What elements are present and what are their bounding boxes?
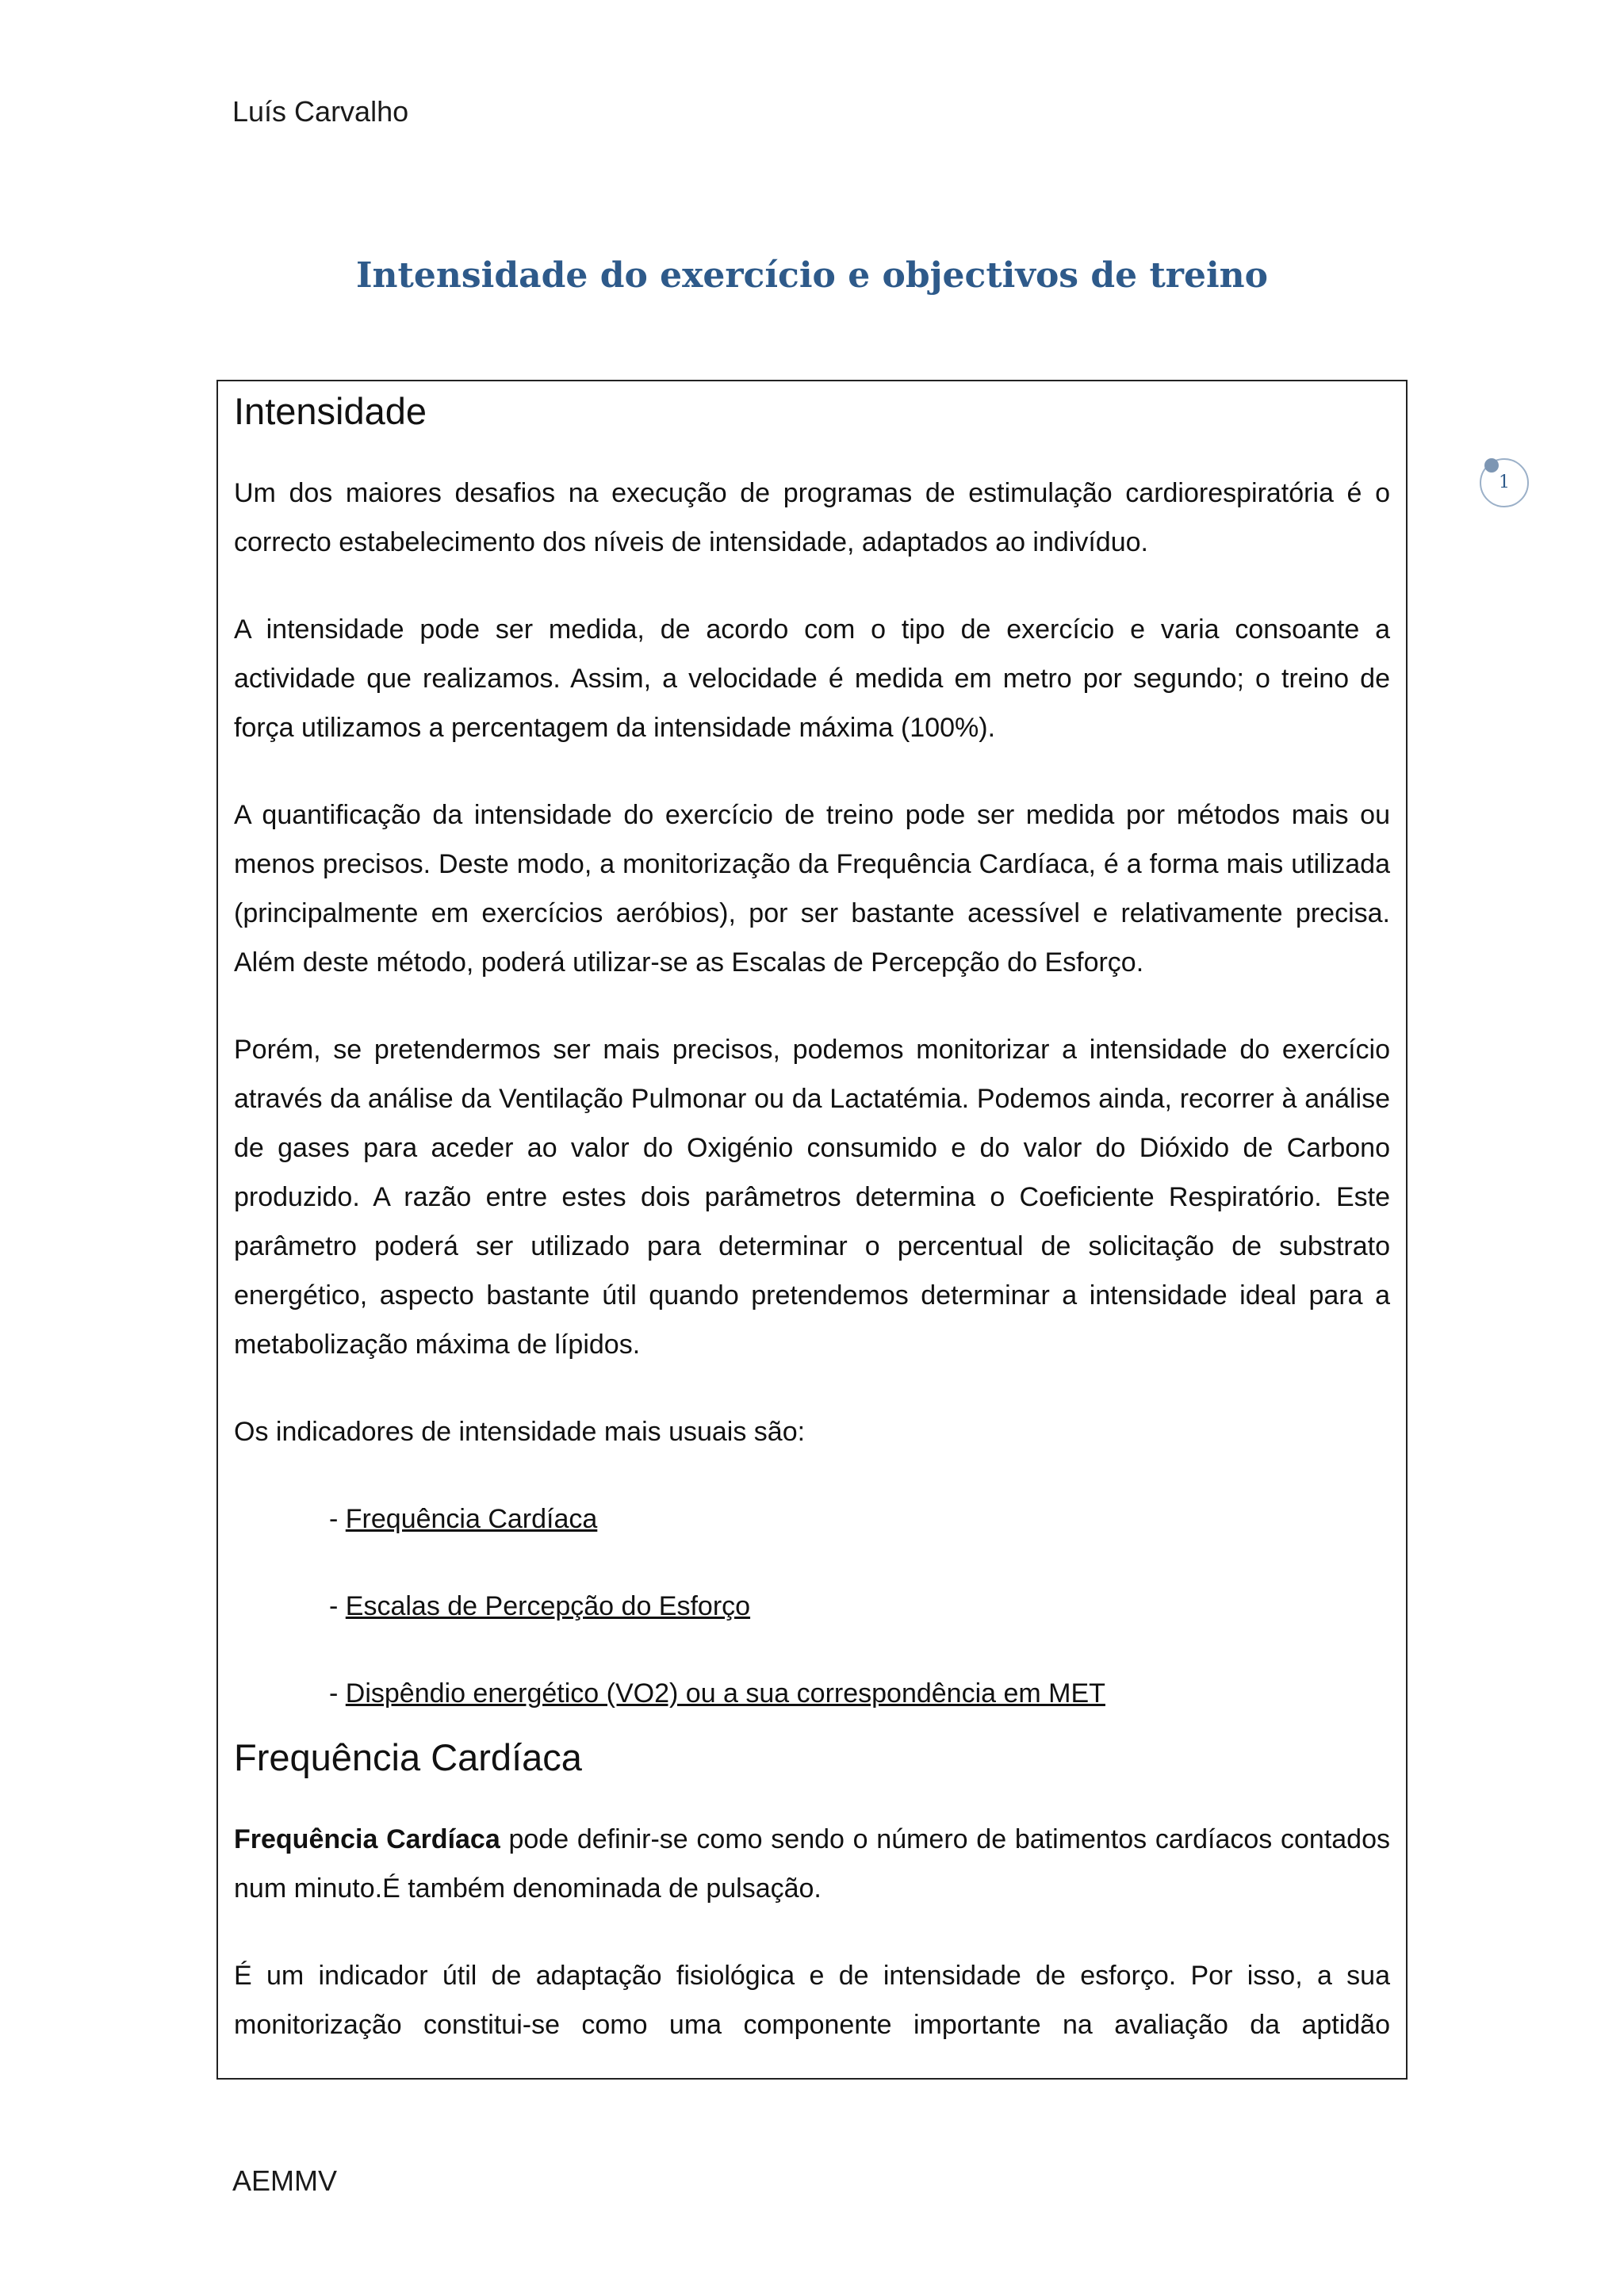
paragraph: É um indicador útil de adaptação fisiológica e de intensidade de esforço. Por isso, a sua monitorização constitui-se como uma componente importante na avaliação da aptidão <box>234 1961 1390 2040</box>
paragraph: Porém, se pretendermos ser mais precisos, podemos monitorizar a intensidade do exercício através da análise da Ventilação Pulmonar ou da Lactatémia. Podemos ainda, recorrer à análise de gases para aceder ao valor do Oxigénio consumido e do valor do Dióxido de Carbono produzido. A razão entre estes dois parâmetros determina o Coeficiente Respiratório. Este parâmetro poderá ser utilizado para determinar o percentual de solicitação de substrato energético, aspecto bastante útil quando pretendemos determinar a intensidade ideal para a metabolização máxima de lípidos. <box>234 1035 1390 1360</box>
page-number-badge: 1 <box>1480 458 1529 507</box>
link-dispendio-energetico[interactable]: Dispêndio energético (VO2) ou a sua correspondência em MET <box>345 1678 1105 1709</box>
paragraph: Os indicadores de intensidade mais usuais são: <box>234 1417 806 1447</box>
content-box <box>216 380 1408 2080</box>
document-title: Intensidade do exercício e objectivos de treino <box>355 255 1269 296</box>
paragraph: A quantificação da intensidade do exercício de treino pode ser medida por métodos mais ou menos precisos. Deste modo, a monitorização da Frequência Cardíaca, é a forma mais utilizada (principalmente em exercícios aeróbios), por ser bastante acessível e relativamente precisa. Além deste método, poderá utilizar-se as Escalas de Percepção do Esforço. <box>234 800 1390 978</box>
list-item-prefix: - <box>329 1591 346 1621</box>
link-escalas-percepcao-esforco[interactable]: Escalas de Percepção do Esforço <box>345 1591 751 1621</box>
paragraph: A intensidade pode ser medida, de acordo com o tipo de exercício e varia consoante a actividade que realizamos. Assim, a velocidade é medida em metro por segundo; o treino de força utilizamos a percentagem da intensidade máxima (100%). <box>234 614 1390 743</box>
definition-text: pode definir-se como sendo o número de batimentos cardíacos contados num minuto.É também denominada de pulsação. <box>234 1824 1390 1904</box>
definition-term: Frequência Cardíaca <box>234 1824 500 1854</box>
footer-text: AEMMV <box>232 2164 338 2197</box>
section-heading-frequencia-cardiaca: Frequência Cardíaca <box>234 1736 582 1778</box>
page-badge-dot <box>1484 458 1499 473</box>
link-frequencia-cardiaca[interactable]: Frequência Cardíaca <box>345 1504 598 1534</box>
header-author: Luís Carvalho <box>232 95 409 128</box>
list-item <box>329 1669 1390 1718</box>
list-item-prefix: - <box>329 1678 346 1709</box>
list-item <box>329 1494 1390 1544</box>
paragraph: Um dos maiores desafios na execução de programas de estimulação cardiorespiratória é o correcto estabelecimento dos níveis de intensidade, adaptados ao indivíduo. <box>234 478 1390 557</box>
indicators-list <box>234 1494 1390 1718</box>
list-item-prefix: - <box>329 1504 346 1534</box>
definition-paragraph <box>234 1815 1390 1913</box>
section-heading-intensidade: Intensidade <box>234 390 427 432</box>
list-item <box>329 1582 1390 1631</box>
